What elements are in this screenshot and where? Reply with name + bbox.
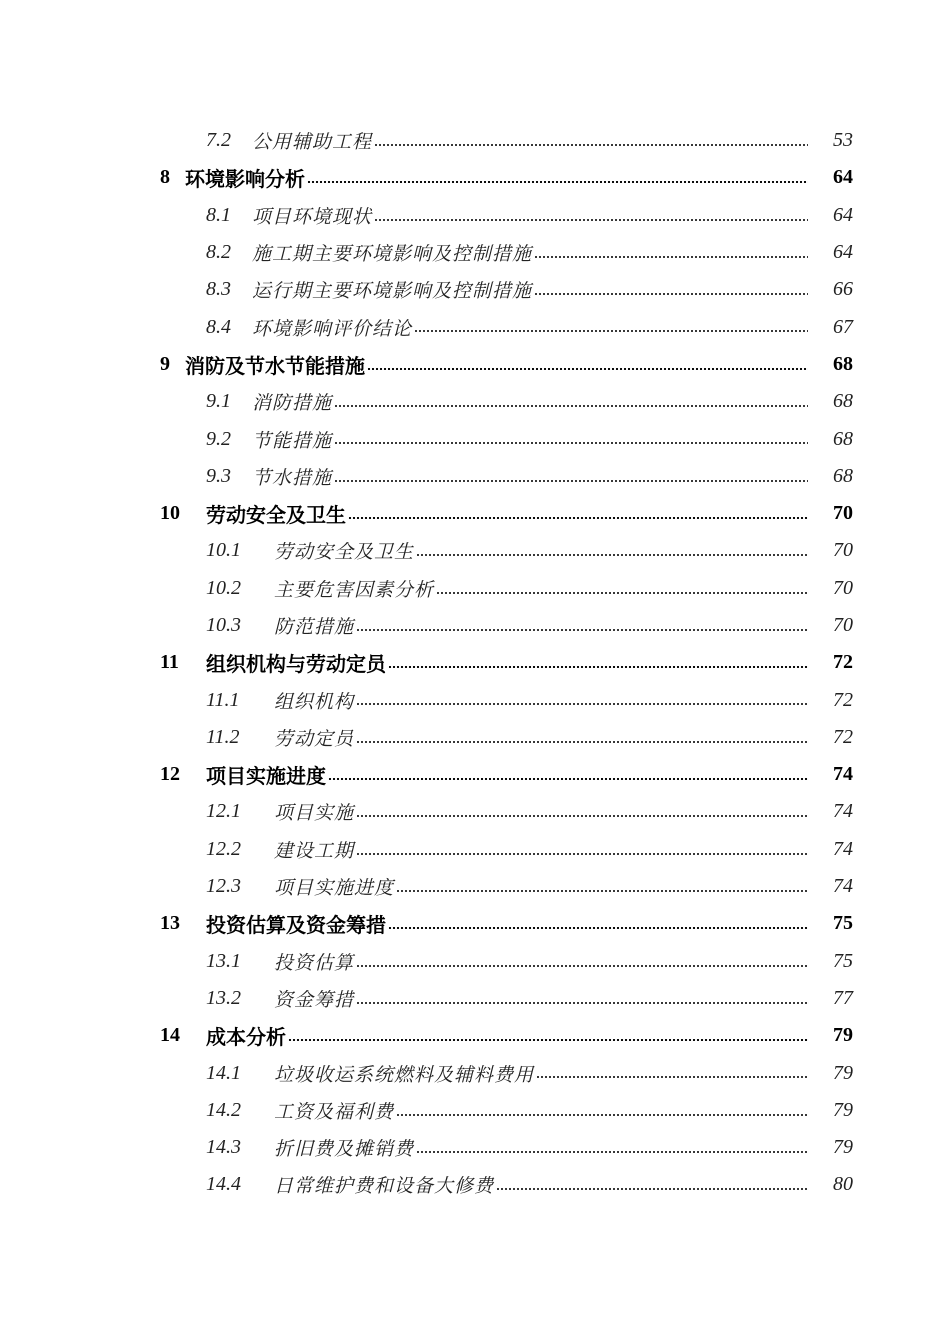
toc-section-entry[interactable] <box>0 719 950 756</box>
toc-section-entry[interactable] <box>0 1166 950 1203</box>
toc-entry-number: 14.3 <box>206 1136 241 1159</box>
toc-entry-number: 12 <box>160 763 180 786</box>
toc-entry-page-number: 66 <box>833 278 853 301</box>
dot-leader <box>396 890 808 892</box>
toc-section-entry[interactable] <box>0 122 950 159</box>
toc-entry-page-number: 68 <box>833 427 853 450</box>
toc-chapter-entry[interactable] <box>0 159 950 196</box>
toc-entry-title: 项目实施 <box>274 798 356 825</box>
toc-section-entry[interactable] <box>0 831 950 868</box>
toc-entry-page-number: 68 <box>833 464 853 487</box>
dot-leader <box>307 181 808 183</box>
toc-entry-page-number: 79 <box>833 1136 853 1159</box>
toc-entry-title: 投资估算 <box>274 948 356 975</box>
toc-entry-number: 13 <box>160 912 180 935</box>
toc-entry-page-number: 53 <box>833 129 853 152</box>
dot-leader <box>328 778 808 780</box>
toc-entry-page-number: 72 <box>833 725 853 748</box>
toc-entry-number: 9.1 <box>206 390 231 413</box>
toc-entry-title: 节水措施 <box>252 463 334 490</box>
toc-entry-number: 8 <box>160 166 170 189</box>
toc-entry-title: 防范措施 <box>274 612 356 639</box>
toc-entry-number: 12.1 <box>206 800 241 823</box>
dot-leader <box>356 629 808 631</box>
toc-entry-page-number: 77 <box>833 986 853 1009</box>
toc-entry-page-number: 68 <box>833 390 853 413</box>
toc-entry-number: 9.3 <box>206 464 231 487</box>
dot-leader <box>396 1114 808 1116</box>
toc-entry-title: 节能措施 <box>252 426 334 453</box>
dot-leader <box>416 1151 808 1153</box>
toc-entry-number: 8.2 <box>206 241 231 264</box>
toc-entry-number: 14.4 <box>206 1173 241 1196</box>
toc-entry-title: 建设工期 <box>274 836 356 863</box>
toc-section-entry[interactable] <box>0 271 950 308</box>
toc-entry-page-number: 75 <box>833 949 853 972</box>
toc-entry-page-number: 70 <box>833 539 853 562</box>
dot-leader <box>496 1188 808 1190</box>
toc-entry-title: 折旧费及摊销费 <box>274 1134 416 1161</box>
toc-entry-title: 环境影响评价结论 <box>252 314 414 341</box>
dot-leader <box>414 330 808 332</box>
dot-leader <box>536 1076 808 1078</box>
toc-entry-page-number: 70 <box>833 502 853 525</box>
toc-section-entry[interactable] <box>0 943 950 980</box>
dot-leader <box>374 219 808 221</box>
toc-entry-number: 8.1 <box>206 203 231 226</box>
toc-entry-number: 10.3 <box>206 614 241 636</box>
toc-section-entry[interactable] <box>0 1092 950 1129</box>
dot-leader <box>334 442 808 444</box>
toc-entry-number: 8.3 <box>206 278 231 301</box>
dot-leader <box>334 405 808 407</box>
dot-leader <box>288 1039 808 1041</box>
dot-leader <box>416 554 808 556</box>
toc-entry-number: 8.4 <box>206 315 231 338</box>
toc-chapter-entry[interactable] <box>0 346 950 383</box>
dot-leader <box>534 256 808 258</box>
toc-entry-title: 日常维护费和设备大修费 <box>274 1171 496 1198</box>
toc-entry-number: 9 <box>160 352 170 375</box>
toc-entry-title: 主要危害因素分析 <box>274 575 436 602</box>
toc-entry-title: 劳动定员 <box>274 724 356 751</box>
toc-entry-number: 14.2 <box>206 1098 241 1121</box>
toc-section-entry[interactable] <box>0 793 950 830</box>
toc-entry-number: 13.1 <box>206 949 241 972</box>
toc-chapter-entry[interactable] <box>0 905 950 942</box>
toc-entry-page-number: 67 <box>833 315 853 338</box>
toc-section-entry[interactable] <box>0 383 950 420</box>
dot-leader <box>534 293 808 295</box>
toc-section-entry[interactable] <box>0 1054 950 1091</box>
toc-section-entry[interactable] <box>0 607 950 644</box>
toc-entry-title: 劳动安全及卫生 <box>274 537 416 564</box>
toc-entry-number: 13.2 <box>206 986 241 1009</box>
dot-leader <box>367 368 808 370</box>
toc-entry-number: 14.1 <box>206 1061 241 1084</box>
toc-entry-title: 项目实施进度 <box>274 873 396 900</box>
toc-entry-number: 10.1 <box>206 539 241 562</box>
toc-entry-page-number: 75 <box>833 912 853 935</box>
toc-entry-title: 施工期主要环境影响及控制措施 <box>252 239 534 266</box>
table-of-contents <box>0 122 950 1204</box>
toc-entry-page-number: 79 <box>833 1098 853 1121</box>
toc-entry-title: 资金筹措 <box>274 985 356 1012</box>
toc-entry-number: 10.2 <box>206 576 241 599</box>
toc-entry-title: 消防措施 <box>252 388 334 415</box>
dot-leader <box>334 480 808 482</box>
dot-leader <box>356 1002 808 1004</box>
toc-chapter-entry[interactable] <box>0 1017 950 1054</box>
dot-leader <box>374 144 808 146</box>
toc-entry-page-number: 72 <box>833 688 853 711</box>
toc-entry-page-number: 74 <box>833 800 853 823</box>
toc-section-entry[interactable] <box>0 197 950 234</box>
toc-entry-title: 垃圾收运系统燃料及辅料费用 <box>274 1060 536 1087</box>
toc-section-entry[interactable] <box>0 532 950 569</box>
toc-chapter-entry[interactable] <box>0 644 950 681</box>
toc-section-entry[interactable] <box>0 980 950 1017</box>
toc-entry-page-number: 74 <box>833 837 853 860</box>
dot-leader <box>436 592 808 594</box>
toc-section-entry[interactable] <box>0 234 950 271</box>
toc-entry-number: 10 <box>160 502 180 525</box>
toc-entry-title: 运行期主要环境影响及控制措施 <box>252 276 534 303</box>
toc-entry-title: 投资估算及资金筹措 <box>206 909 388 938</box>
toc-entry-page-number: 68 <box>833 352 853 375</box>
toc-entry-title: 环境影响分析 <box>185 163 307 192</box>
toc-entry-page-number: 80 <box>833 1173 853 1196</box>
dot-leader <box>356 965 808 967</box>
toc-entry-title: 项目环境现状 <box>252 202 374 229</box>
toc-section-entry[interactable] <box>0 681 950 718</box>
dot-leader <box>388 927 808 929</box>
toc-section-entry[interactable] <box>0 868 950 905</box>
toc-entry-page-number: 74 <box>833 875 853 898</box>
toc-entry-title: 组织机构 <box>274 687 356 714</box>
dot-leader <box>348 517 808 519</box>
toc-entry-title: 劳动安全及卫生 <box>206 499 348 528</box>
toc-entry-title: 工资及福利费 <box>274 1097 396 1124</box>
toc-entry-title: 消防及节水节能措施 <box>185 350 367 379</box>
dot-leader <box>356 815 808 817</box>
dot-leader <box>388 666 808 668</box>
toc-entry-title: 组织机构与劳动定员 <box>206 648 388 677</box>
toc-entry-number: 14 <box>160 1024 180 1047</box>
toc-entry-title: 公用辅助工程 <box>252 127 374 154</box>
toc-entry-page-number: 70 <box>833 614 853 636</box>
toc-entry-number: 12.3 <box>206 875 241 898</box>
toc-entry-number: 11.1 <box>206 688 240 711</box>
toc-entry-page-number: 72 <box>833 651 853 674</box>
toc-entry-page-number: 70 <box>833 576 853 599</box>
dot-leader <box>356 703 808 705</box>
toc-entry-number: 11.2 <box>206 725 240 748</box>
toc-chapter-entry[interactable] <box>0 495 950 532</box>
toc-section-entry[interactable] <box>0 308 950 345</box>
toc-chapter-entry[interactable] <box>0 756 950 793</box>
toc-entry-number: 12.2 <box>206 837 241 860</box>
toc-entry-title: 项目实施进度 <box>206 760 328 789</box>
toc-entry-number: 11 <box>160 651 179 674</box>
toc-entry-page-number: 64 <box>833 241 853 264</box>
toc-entry-number: 7.2 <box>206 129 231 152</box>
toc-entry-page-number: 79 <box>833 1024 853 1047</box>
toc-entry-page-number: 64 <box>833 203 853 226</box>
toc-entry-page-number: 74 <box>833 763 853 786</box>
toc-section-entry[interactable] <box>0 1129 950 1166</box>
dot-leader <box>356 853 808 855</box>
toc-section-entry[interactable] <box>0 420 950 457</box>
toc-entry-page-number: 64 <box>833 166 853 189</box>
toc-entry-number: 9.2 <box>206 427 231 450</box>
dot-leader <box>356 741 808 743</box>
toc-entry-page-number: 79 <box>833 1061 853 1084</box>
toc-section-entry[interactable] <box>0 458 950 495</box>
toc-entry-title: 成本分析 <box>206 1021 288 1050</box>
toc-section-entry[interactable] <box>0 570 950 607</box>
